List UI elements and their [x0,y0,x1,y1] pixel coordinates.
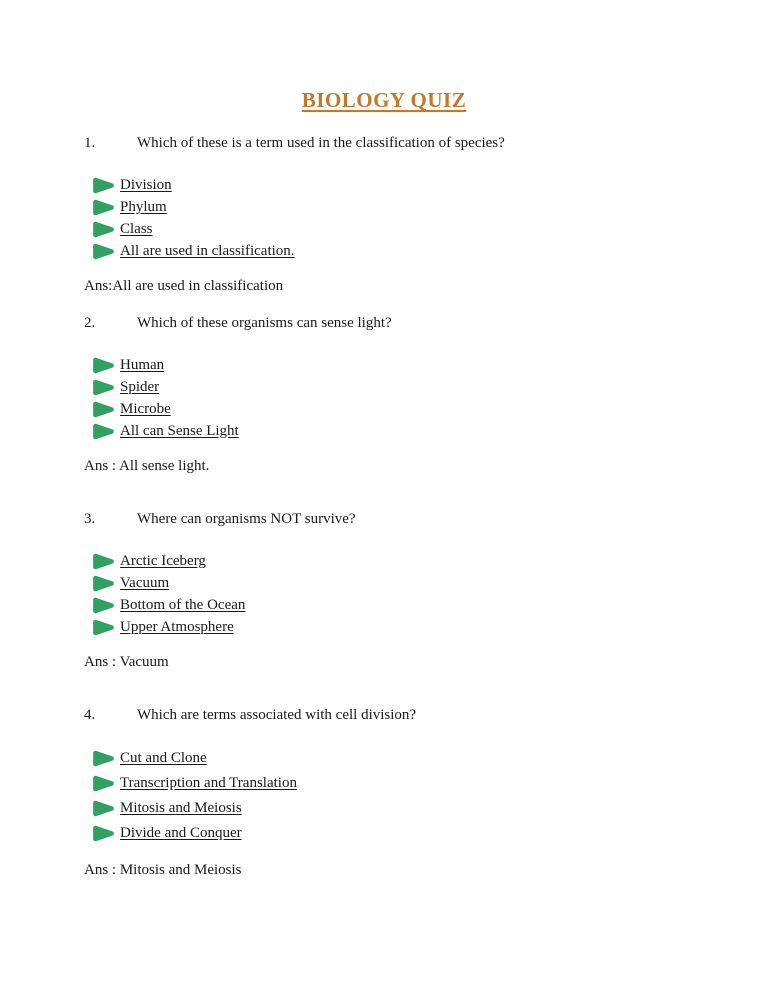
answer-text: Ans : Mitosis and Meiosis [84,862,242,878]
green-arrow-bullet-icon [92,401,115,418]
option-text: Division [120,176,172,193]
question-number: 2. [84,315,96,331]
option-item [92,550,728,572]
question-block [84,511,728,671]
green-arrow-bullet-icon [92,177,115,194]
question-line [84,707,728,724]
quiz-content [0,135,768,879]
option-item [92,420,728,442]
green-arrow-bullet-icon [92,221,115,238]
option-text: Spider [120,378,160,395]
question-text: Which of these organisms can sense light? [137,315,392,331]
green-arrow-bullet-icon [92,199,115,216]
option-item [92,376,728,398]
option-item [92,771,728,796]
option-item [92,594,728,616]
answer-text: Ans : Vacuum [84,654,169,670]
option-item [92,821,728,846]
question-line [84,315,728,332]
options-list [84,354,728,442]
option-text: Upper Atmosphere [120,618,234,635]
green-arrow-bullet-icon [92,825,115,842]
question-block [84,135,728,295]
option-item [92,398,728,420]
green-arrow-bullet-icon [92,750,115,767]
green-arrow-bullet-icon [92,553,115,570]
green-arrow-bullet-icon [92,379,115,396]
green-arrow-bullet-icon [92,619,115,636]
question-line [84,511,728,528]
green-arrow-bullet-icon [92,800,115,817]
green-arrow-bullet-icon [92,243,115,260]
question-line [84,135,728,152]
answer-text: Ans : All sense light. [84,458,210,474]
options-list [84,746,728,846]
answer-text: Ans:All are used in classification [84,278,284,294]
option-text: Phylum [120,198,167,215]
green-arrow-bullet-icon [92,575,115,592]
option-item [92,174,728,196]
green-arrow-bullet-icon [92,597,115,614]
option-item [92,746,728,771]
question-text: Which are terms associated with cell division? [137,707,417,723]
option-text: Class [120,220,153,237]
option-item [92,240,728,262]
options-list [84,550,728,638]
question-block [84,707,728,879]
option-item [92,196,728,218]
option-item [92,796,728,821]
green-arrow-bullet-icon [92,775,115,792]
question-text: Where can organisms NOT survive? [137,511,356,527]
option-text: Vacuum [120,574,170,591]
options-list [84,174,728,262]
option-text: Mitosis and Meiosis [120,800,242,816]
option-text: All can Sense Light [120,422,239,439]
option-text: All are used in classification. [120,242,295,259]
option-item [92,616,728,638]
option-text: Cut and Clone [120,750,207,766]
option-text: Microbe [120,400,171,417]
question-number: 4. [84,707,96,723]
question-number: 1. [84,135,96,151]
question-text: Which of these is a term used in the classification of species? [137,135,505,151]
green-arrow-bullet-icon [92,357,115,374]
option-item [92,218,728,240]
option-text: Transcription and Translation [120,775,297,791]
option-item [92,354,728,376]
green-arrow-bullet-icon [92,423,115,440]
question-number: 3. [84,511,96,527]
option-item [92,572,728,594]
option-text: Bottom of the Ocean [120,596,246,613]
option-text: Arctic Iceberg [120,552,206,569]
option-text: Human [120,356,165,373]
option-text: Divide and Conquer [120,825,242,841]
question-block [84,315,728,475]
page-title: BIOLOGY QUIZ [301,88,467,112]
